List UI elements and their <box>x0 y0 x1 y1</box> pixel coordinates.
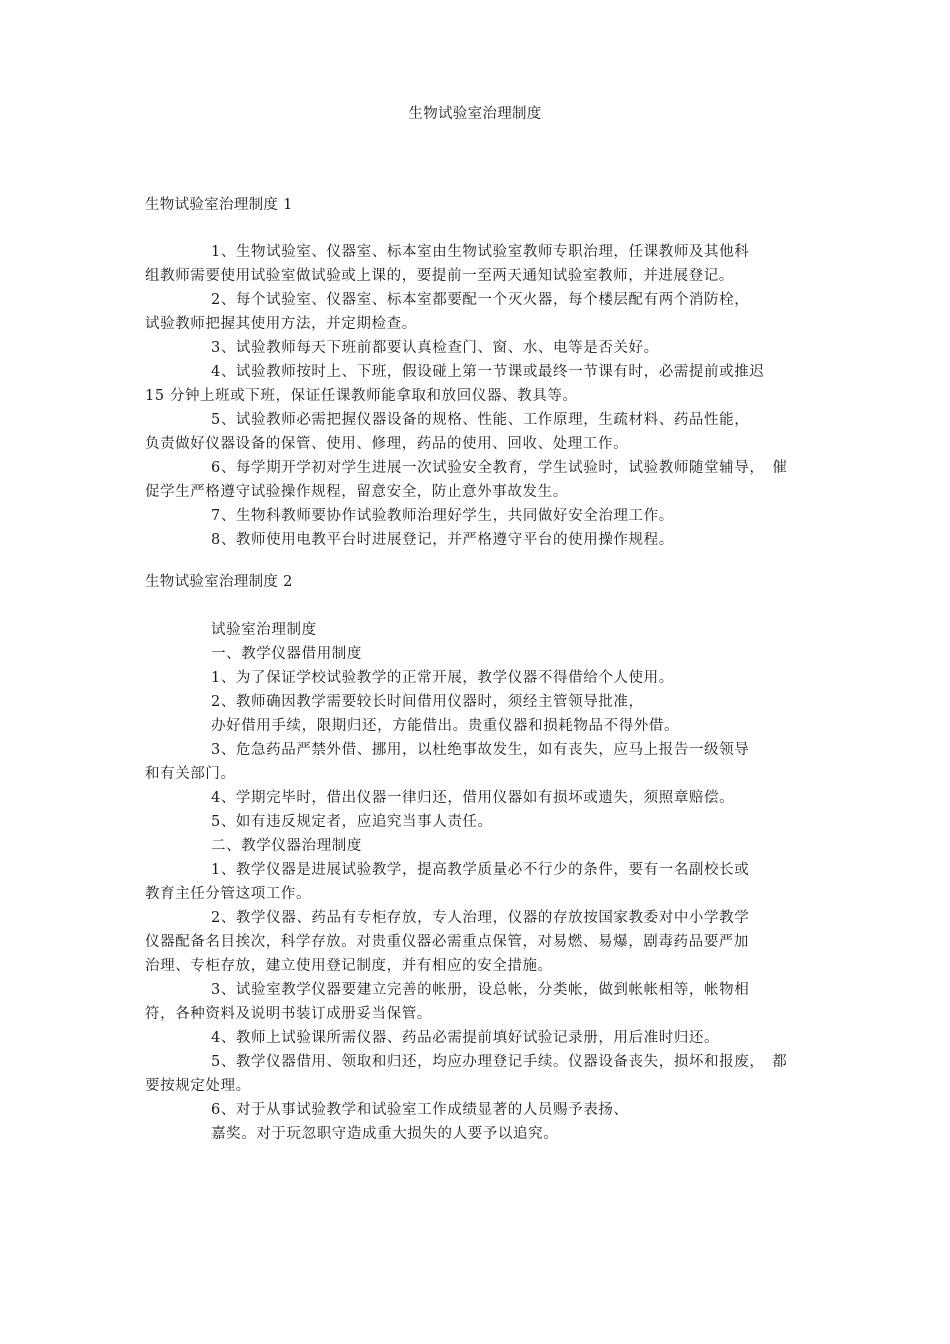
paragraph <box>145 1050 825 1098</box>
paragraph <box>145 858 825 906</box>
paragraph-line: 2、教师确因教学需要较长时间借用仪器时，须经主管领导批准， <box>211 694 644 710</box>
paragraph <box>145 1122 825 1146</box>
paragraph <box>145 690 825 714</box>
paragraph <box>145 528 825 552</box>
paragraph <box>145 456 825 504</box>
paragraph <box>145 408 825 456</box>
paragraph <box>145 666 825 690</box>
paragraph-line: 仪器配备名目挨次，科学存放。对贵重仪器必需重点保管，对易燃、易爆，剧毒药品要严加 <box>145 934 749 950</box>
paragraph-line: 要按规定处理。 <box>145 1078 251 1094</box>
paragraph-line: 符，各种资料及说明书装订成册妥当保管。 <box>145 1006 432 1022</box>
paragraph-line: 1、教学仪器是进展试验教学，提高教学质量必不行少的条件，要有一名副校长或 <box>211 862 750 878</box>
paragraph-line: 7、生物科教师要协作试验教师治理好学生，共同做好安全治理工作。 <box>211 508 674 524</box>
paragraph <box>145 1026 825 1050</box>
document-title: 生物试验室治理制度 <box>408 106 542 122</box>
paragraph <box>145 642 825 666</box>
paragraph-line: 二、教学仪器治理制度 <box>211 838 362 854</box>
paragraph-line: 4、学期完毕时，借出仪器一律归还，借用仪器如有损坏或遗失，须照章赔偿。 <box>211 790 735 806</box>
paragraph-line: 3、试验室教学仪器要建立完善的帐册，设总帐，分类帐，做到帐帐相等，帐物相 <box>211 982 750 998</box>
paragraph <box>145 504 825 528</box>
paragraph-line: 1、为了保证学校试验教学的正常开展，教学仪器不得借给个人使用。 <box>211 670 674 686</box>
paragraph-line: 教育主任分管这项工作。 <box>145 886 312 902</box>
paragraph-line: 试验室治理制度 <box>211 622 317 638</box>
paragraph-line: 6、每学期开学初对学生进展一次试验安全教育，学生试验时，试验教师随堂辅导， 催 <box>211 460 788 476</box>
paragraph-line: 试验教师把握其使用方法，并定期检查。 <box>145 316 417 332</box>
section-1-heading: 生物试验室治理制度 1 <box>145 197 293 213</box>
paragraph-line: 1、生物试验室、仪器室、标本室由生物试验室教师专职治理，任课教师及其他科 <box>211 244 750 260</box>
paragraph-line: 2、每个试验室、仪器室、标本室都要配一个灭火器，每个楼层配有两个消防栓， <box>211 292 750 308</box>
paragraph-line: 一、教学仪器借用制度 <box>211 646 362 662</box>
paragraph <box>145 786 825 810</box>
paragraph-line: 组教师需要使用试验室做试验或上课的，要提前一至两天通知试验室教师，并进展登记。 <box>145 268 734 284</box>
paragraph <box>145 714 825 738</box>
paragraph-line: 2、教学仪器、药品有专柜存放，专人治理，仪器的存放按国家教委对中小学教学 <box>211 910 750 926</box>
paragraph <box>145 618 825 642</box>
paragraph <box>145 834 825 858</box>
section-2-heading: 生物试验室治理制度 2 <box>145 574 293 590</box>
paragraph-line: 6、对于从事试验教学和试验室工作成绩显著的人员赐予表扬、 <box>211 1102 629 1118</box>
paragraph <box>145 978 825 1026</box>
paragraph-line: 促学生严格遵守试验操作规程，留意安全，防止意外事故发生。 <box>145 484 568 500</box>
paragraph-line: 3、危急药品严禁外借、挪用，以杜绝事故发生，如有丧失，应马上报告一级领导 <box>211 742 750 758</box>
paragraph-line: 5、如有违反规定者，应追究当事人责任。 <box>211 814 493 830</box>
paragraph-line: 3、试验教师每天下班前都要认真检查门、窗、水、电等是否关好。 <box>211 340 659 356</box>
paragraph-line: 5、教学仪器借用、领取和归还，均应办理登记手续。仪器设备丧失，损坏和报废， 都 <box>211 1054 788 1070</box>
paragraph-line: 办好借用手续，限期归还，方能借出。贵重仪器和损耗物品不得外借。 <box>211 718 680 734</box>
section-1-body <box>145 240 825 552</box>
paragraph-line: 治理、专柜存放，建立使用登记制度，并有相应的安全措施。 <box>145 958 553 974</box>
paragraph <box>145 336 825 360</box>
paragraph-line: 嘉奖。对于玩忽职守造成重大损失的人要予以追究。 <box>211 1126 559 1142</box>
paragraph-line: 15 分钟上班或下班，保证任课教师能拿取和放回仪器、教具等。 <box>145 388 578 404</box>
paragraph-line: 4、试验教师按时上、下班，假设碰上第一节课或最终一节课有时，必需提前或推迟 <box>211 364 765 380</box>
paragraph-line: 8、教师使用电教平台时进展登记，并严格遵守平台的使用操作规程。 <box>211 532 674 548</box>
paragraph <box>145 288 825 336</box>
paragraph <box>145 738 825 786</box>
paragraph-line: 和有关部门。 <box>145 766 236 782</box>
paragraph <box>145 906 825 978</box>
paragraph <box>145 240 825 288</box>
paragraph <box>145 360 825 408</box>
paragraph-line: 4、教师上试验课所需仪器、药品必需提前填好试验记录册，用后准时归还。 <box>211 1030 720 1046</box>
paragraph-line: 5、试验教师必需把握仪器设备的规格、性能、工作原理，生疏材料、药品性能， <box>211 412 750 428</box>
paragraph-line: 负责做好仪器设备的保管、使用、修理，药品的使用、回收、处理工作。 <box>145 436 629 452</box>
paragraph <box>145 810 825 834</box>
section-2-body <box>145 618 825 1146</box>
paragraph <box>145 1098 825 1122</box>
